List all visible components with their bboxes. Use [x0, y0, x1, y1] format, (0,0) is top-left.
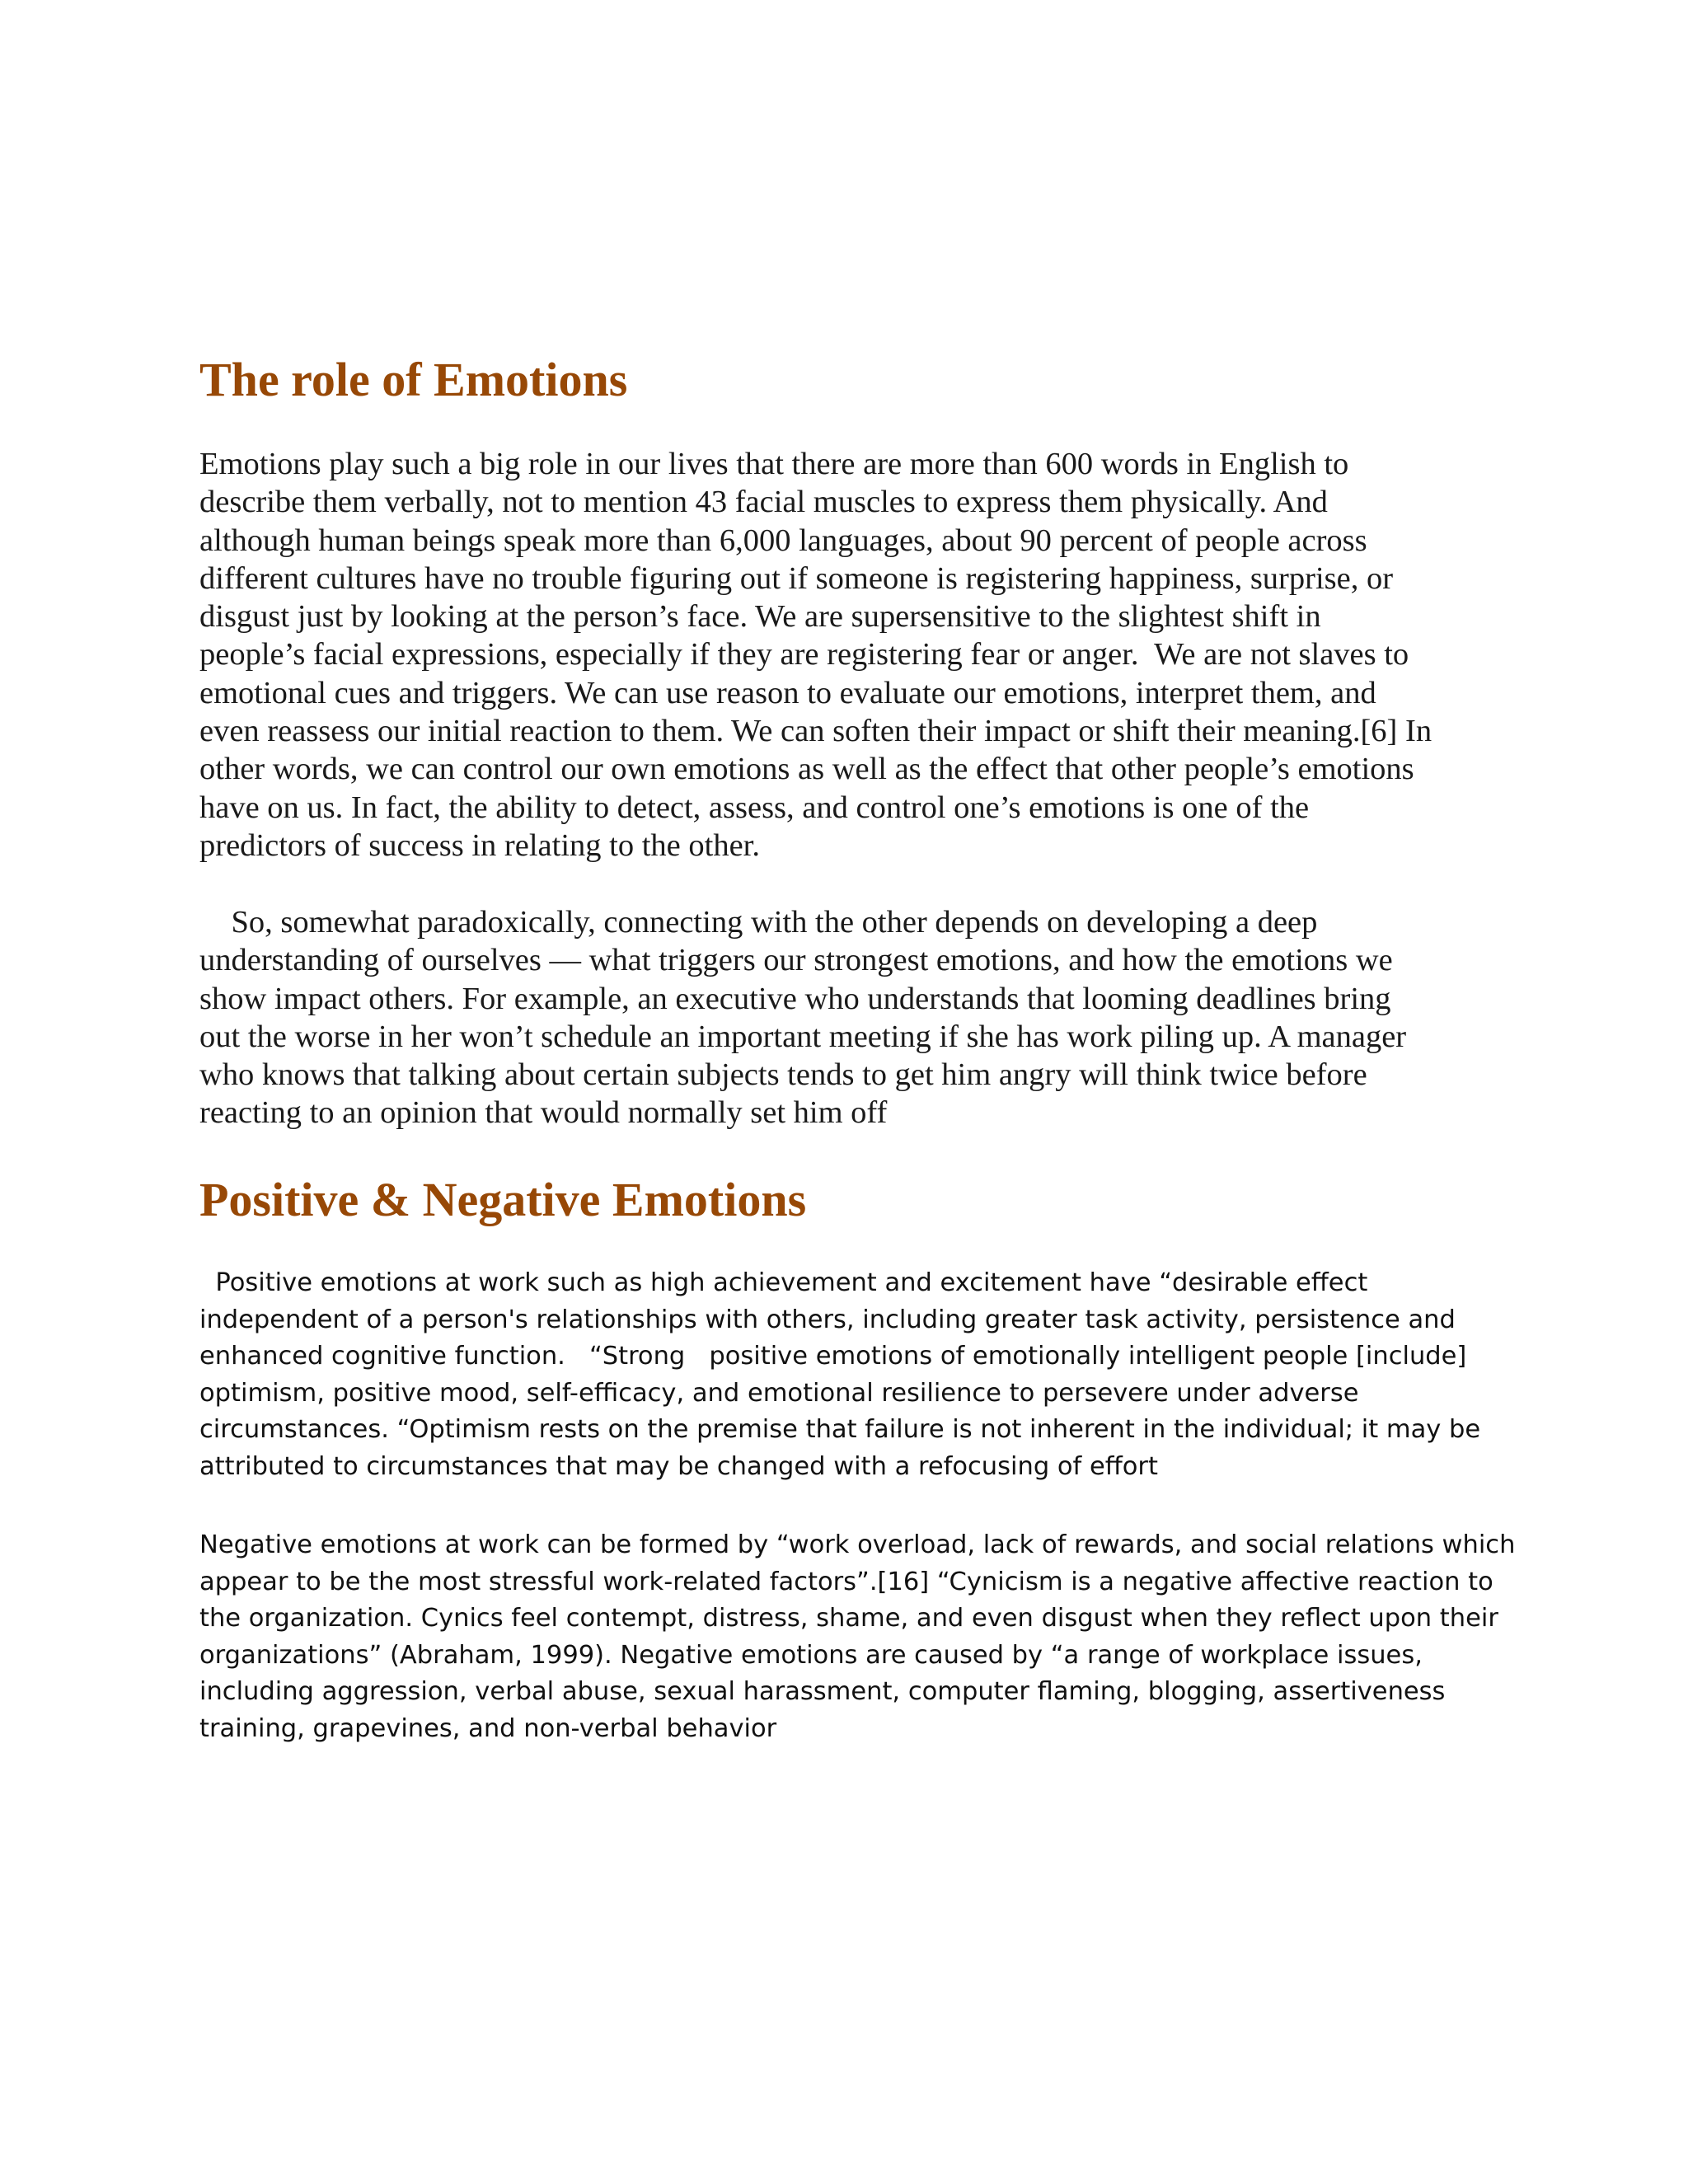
text-line: different cultures have no trouble figuring out if someone is registering happiness, surprise, or [199, 560, 1394, 596]
negative-emotions-paragraph [199, 1527, 1518, 1748]
text-line: Positive emotions at work such as high achievement and excitement have “desirable effect [199, 1268, 1368, 1297]
role-of-emotions-paragraph-2 [199, 903, 1502, 1132]
text-line: circumstances. “Optimism rests on the premise that failure is not inherent in the individual; it may be [199, 1415, 1481, 1445]
text-line: people’s facial expressions, especially if they are registering fear or anger. We are not slaves to [199, 637, 1409, 673]
text-line: including aggression, verbal abuse, sexual harassment, computer flaming, blogging, assertiveness [199, 1677, 1446, 1707]
text-line: other words, we can control our own emotions as well as the effect that other people’s emotions [199, 752, 1414, 787]
text-line: appear to be the most stressful work-related factors”.[16] “Cynicism is a negative affective reaction to [199, 1567, 1493, 1596]
text-line: training, grapevines, and non-verbal behavior [199, 1713, 777, 1743]
heading-positive-negative-emotions: Positive & Negative Emotions [199, 1173, 807, 1226]
text-line: independent of a person's relationships with others, including greater task activity, persistence and [199, 1305, 1456, 1334]
text-line: Negative emotions at work can be formed by “work overload, lack of rewards, and social relations which [199, 1530, 1516, 1559]
text-line: enhanced cognitive function. “Strong positive emotions of emotionally intelligent people [include] [199, 1342, 1467, 1371]
text-line: the organization. Cynics feel contempt, distress, shame, and even disgust when they reflect upon their [199, 1604, 1498, 1633]
text-line: even reassess our initial reaction to them. We can soften their impact or shift their meaning.[6] In [199, 714, 1432, 749]
role-of-emotions-paragraph-1 [199, 445, 1502, 865]
text-line: attributed to circumstances that may be changed with a refocusing of effort [199, 1451, 1158, 1481]
text-line: optimism, positive mood, self-efficacy, and emotional resilience to persevere under adverse [199, 1378, 1359, 1408]
text-line: predictors of success in relating to the other. [199, 827, 760, 863]
positive-emotions-paragraph [199, 1265, 1518, 1486]
text-line: disgust just by looking at the person’s face. We are supersensitive to the slightest shift in [199, 599, 1321, 635]
text-line: describe them verbally, not to mention 43 facial muscles to express them physically. And [199, 485, 1328, 520]
text-line: reacting to an opinion that would normally set him off [199, 1095, 888, 1131]
text-line: who knows that talking about certain subjects tends to get him angry will think twice before [199, 1057, 1367, 1093]
text-line: have on us. In fact, the ability to detect, assess, and control one’s emotions is one of the [199, 790, 1310, 825]
text-line: out the worse in her won’t schedule an important meeting if she has work piling up. A manager [199, 1019, 1407, 1054]
heading-role-of-emotions: The role of Emotions [199, 353, 628, 406]
text-line: understanding of ourselves — what triggers our strongest emotions, and how the emotions we [199, 943, 1393, 978]
text-line: Emotions play such a big role in our lives that there are more than 600 words in English to [199, 447, 1349, 481]
text-line: although human beings speak more than 6,000 languages, about 90 percent of people across [199, 523, 1367, 558]
text-line: show impact others. For example, an executive who understands that looming deadlines bring [199, 981, 1391, 1016]
text-line: So, somewhat paradoxically, connecting with the other depends on developing a deep [199, 905, 1318, 940]
text-line: emotional cues and triggers. We can use reason to evaluate our emotions, interpret them, and [199, 675, 1376, 710]
text-line: organizations” (Abraham, 1999). Negative emotions are caused by “a range of workplace issues, [199, 1640, 1423, 1670]
